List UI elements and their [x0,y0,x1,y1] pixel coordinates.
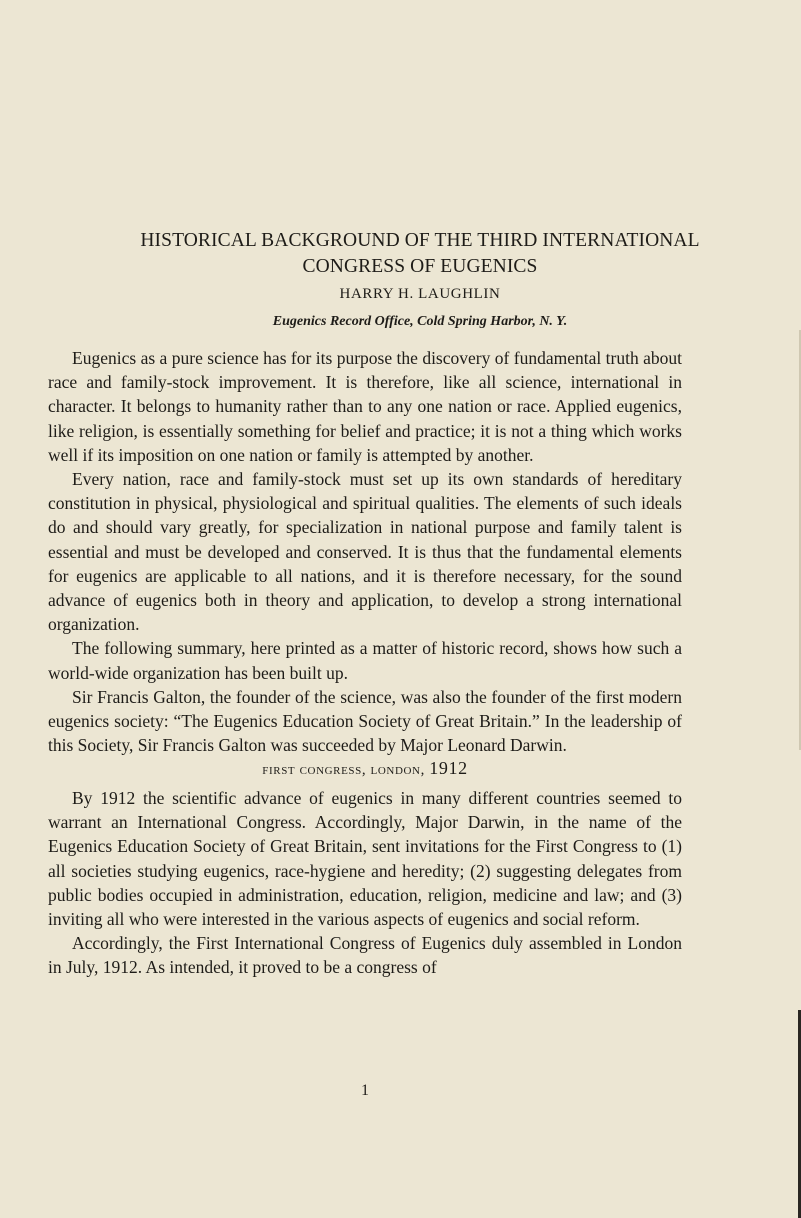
section-heading [48,758,682,779]
page-number: 1 [361,1082,369,1099]
paragraph: By 1912 the scientific advance of eugenics in many different countries seemed to warrant an International Congress. Accordingly, Major Darwin, in the name of the Eugenics Education Society of Great Britain, sent invitations for the First Congress to (1) all societies studying eugenics, race-hygiene and heredity; (2) suggesting delegates from public bodies occupied in administration, education, religion, medicine and law; and (3) inviting all who were interested in the various aspects of eugenics and social reform. [48,788,682,930]
section-1-body [48,786,682,980]
paragraph: Accordingly, the First International Congress of Eugenics duly assembled in London in July, 1912. As intended, it proved to be a congress of [48,933,682,978]
section-heading-year: 1912 [429,758,468,778]
paragraph: The following summary, here printed as a matter of historic record, shows how such a world-wide organization has been built up. [48,638,682,683]
author-name: HARRY H. LAUGHLIN [339,286,501,302]
section-heading-text: first congress, london, [262,762,425,778]
paragraph: Eugenics as a pure science has for its purpose the discovery of fundamental truth about race and family-stock improvement. It is therefore, like all science, international in character. It belongs to humanity rather than to any one nation or race. Applied eugenics, like religion, is essentially something for belief and practice; it is not a thing which works well if its imposition on one nation or family is attempted by another. [48,348,682,465]
title-line-2: CONGRESS OF EUGENICS [302,256,538,277]
title-line-1: HISTORICAL BACKGROUND OF THE THIRD INTERNATIONAL [140,230,700,251]
author-affiliation: Eugenics Record Office, Cold Spring Harbor, N. Y. [272,314,568,329]
intro-section [48,346,682,757]
paragraph: Every nation, race and family-stock must set up its own standards of hereditary constitution in physical, physiological and spiritual qualities. The elements of such ideals do and should vary greatly, for specialization in national purpose and family talent is essential and must be developed and conserved. It is thus that the fundamental elements for eugenics are applicable to all nations, and it is therefore necessary, for the sound advance of eugenics both in theory and application, to develop a strong international organization. [48,469,682,635]
paragraph: Sir Francis Galton, the founder of the science, was also the founder of the first modern eugenics society: “The Eugenics Education Society of Great Britain.” In the leadership of this Society, Sir Francis Galton was succeeded by Major Leonard Darwin. [48,686,682,756]
article-title [60,228,780,280]
